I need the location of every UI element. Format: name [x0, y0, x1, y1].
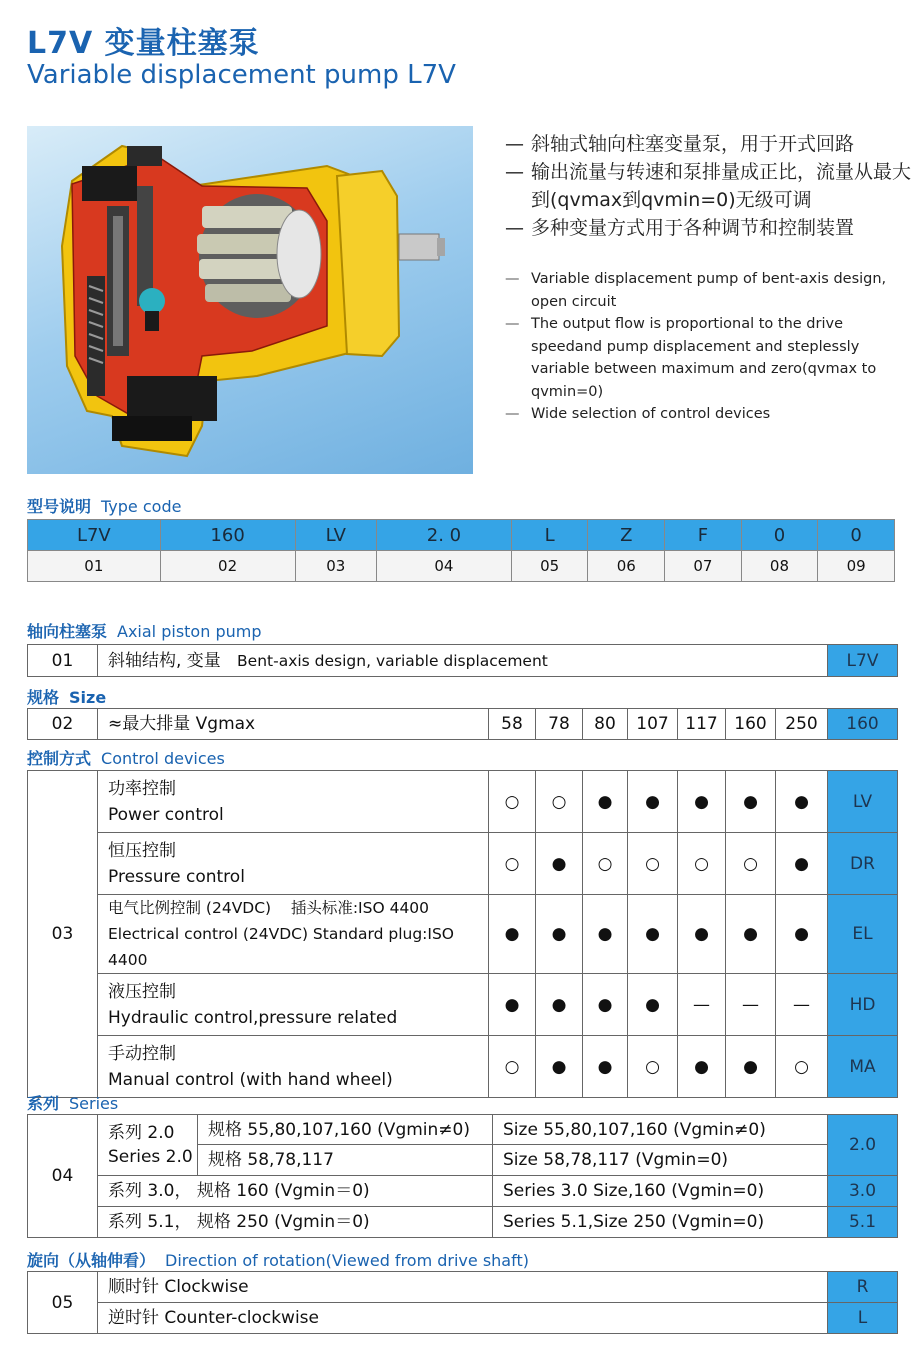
feature-cn-2: — 输出流量与转速和泵排量成正比，流量从最大到(qvmax到qvmin=0)无级可调 [505, 158, 915, 214]
control-code: EL [828, 895, 898, 974]
tc-position: 09 [818, 551, 895, 582]
size-col: 80 [583, 709, 628, 740]
tc-value: 0 [818, 520, 895, 551]
control-en: Pressure control [108, 866, 245, 887]
mark: ○ [489, 1036, 536, 1098]
mark: ○ [489, 771, 536, 833]
size-heading-en: Size [69, 688, 107, 707]
size-col: 250 [776, 709, 828, 740]
control-code: HD [828, 974, 898, 1036]
tc-position: 04 [377, 551, 512, 582]
series-20-b-cn: 规格 58,78,117 [198, 1145, 493, 1176]
series-20-a-cn: 规格 55,80,107,160 (Vgmin≠0) [198, 1115, 493, 1145]
mark: ● [583, 974, 628, 1036]
tc-position: 02 [160, 551, 295, 582]
mark: ● [489, 974, 536, 1036]
mark: ○ [583, 833, 628, 895]
control-row-el [98, 895, 489, 974]
series-51-en: Series 5.1,Size 250 (Vgmin=0) [493, 1207, 828, 1238]
size-table [27, 708, 898, 740]
mark: ● [726, 895, 776, 974]
size-col: 78 [536, 709, 583, 740]
mark: ● [628, 895, 678, 974]
control-table [27, 770, 898, 1098]
feature-cn-3: — 多种变量方式用于各种调节和控制装置 [505, 214, 915, 242]
rotation-heading-cn: 旋向（从轴伸看） [27, 1251, 156, 1270]
control-heading [27, 746, 225, 769]
control-heading-cn: 控制方式 [27, 749, 92, 768]
series-20-b-en: Size 58,78,117 (Vgmin=0) [493, 1145, 828, 1176]
series-heading [27, 1091, 118, 1114]
tc-position: 03 [295, 551, 377, 582]
mark: ● [536, 895, 583, 974]
mark: ○ [776, 1036, 828, 1098]
feature-en-2: — The output flow is proportional to the drive speedand pump displacement and steplessly variable between maximum and zero(qvmax to qvmin=0) [505, 313, 915, 403]
size-heading [27, 685, 106, 708]
control-en: Electrical control (24VDC) Standard plug:ISO 4400 [108, 925, 455, 969]
control-cn: 手动控制 [108, 1043, 176, 1064]
series-20-en: Series 2.0 [108, 1147, 193, 1167]
size-col: 58 [489, 709, 536, 740]
series-20-cn: 系列 2.0 [108, 1123, 175, 1143]
tc-value: LV [295, 520, 377, 551]
rotation-heading [27, 1248, 529, 1271]
mark: — [776, 974, 828, 1036]
tc-position: 07 [665, 551, 742, 582]
tc-value: Z [588, 520, 665, 551]
control-num: 03 [28, 771, 98, 1098]
feature-list [505, 130, 915, 426]
tc-value: L [511, 520, 588, 551]
type-code-heading-en: Type code [101, 497, 182, 516]
series-20-a-en: Size 55,80,107,160 (Vgmin≠0) [493, 1115, 828, 1145]
rotation-num: 05 [28, 1272, 98, 1334]
feature-en-3: — Wide selection of control devices [505, 403, 915, 426]
mark: ● [536, 1036, 583, 1098]
control-code: LV [828, 771, 898, 833]
tc-value: 2. 0 [377, 520, 512, 551]
mark: ○ [489, 833, 536, 895]
rotation-heading-en: Direction of rotation(Viewed from drive shaft) [165, 1251, 529, 1270]
feature-cn-1: — 斜轴式轴向柱塞变量泵，用于开式回路 [505, 130, 915, 158]
mark: ● [678, 1036, 726, 1098]
control-cn: 功率控制 [108, 778, 176, 799]
control-cn-plug: 插头标准:ISO 4400 [290, 899, 430, 917]
series-num: 04 [28, 1115, 98, 1238]
mark: ○ [726, 833, 776, 895]
feature-en-1: — Variable displacement pump of bent-axis design, open circuit [505, 268, 915, 313]
tc-position: 05 [511, 551, 588, 582]
series-heading-en: Series [69, 1094, 119, 1113]
pump-illustration [27, 126, 473, 474]
control-cn: 恒压控制 [108, 840, 176, 861]
page-title-cn: L7V 变量柱塞泵 [27, 26, 260, 61]
series-table [27, 1114, 898, 1238]
pump-cutaway-image [27, 126, 473, 474]
mark: ● [628, 771, 678, 833]
page-title-en: Variable displacement pump L7V [27, 60, 456, 90]
mark: ● [726, 771, 776, 833]
series-30-cn: 系列 3.0， 规格 160 (Vgmin＝0) [98, 1176, 493, 1207]
control-cn: 电气比例控制 (24VDC) [108, 899, 272, 917]
series-heading-cn: 系列 [27, 1094, 60, 1113]
size-code: 160 [828, 709, 898, 740]
axial-table [27, 644, 898, 677]
axial-num: 01 [28, 645, 98, 677]
control-row-ma [98, 1036, 489, 1098]
axial-heading-en: Axial piston pump [117, 622, 262, 641]
mark: ○ [536, 771, 583, 833]
control-cn: 液压控制 [108, 981, 176, 1002]
mark: ● [678, 771, 726, 833]
mark: ● [776, 895, 828, 974]
size-desc: ≈最大排量 Vgmax [98, 709, 489, 740]
type-code-table [27, 519, 895, 582]
series-30-en: Series 3.0 Size,160 (Vgmin=0) [493, 1176, 828, 1207]
series-51-cn: 系列 5.1， 规格 250 (Vgmin＝0) [98, 1207, 493, 1238]
series-20-label [98, 1115, 198, 1176]
series-20-code: 2.0 [828, 1115, 898, 1176]
size-heading-cn: 规格 [27, 688, 60, 707]
size-num: 02 [28, 709, 98, 740]
tc-position: 08 [741, 551, 818, 582]
mark: ○ [628, 833, 678, 895]
mark: ● [583, 895, 628, 974]
axial-code: L7V [828, 645, 898, 677]
tc-value: 0 [741, 520, 818, 551]
control-code: MA [828, 1036, 898, 1098]
rotation-ccw: 逆时针 Counter-clockwise [98, 1303, 828, 1334]
type-code-heading-cn: 型号说明 [27, 497, 92, 516]
tc-value: 160 [160, 520, 295, 551]
mark: ● [489, 895, 536, 974]
mark: ○ [678, 833, 726, 895]
control-en: Hydraulic control,pressure related [108, 1007, 398, 1028]
size-col: 107 [628, 709, 678, 740]
axial-desc [98, 645, 828, 677]
control-row-lv [98, 771, 489, 833]
type-code-heading [27, 494, 181, 517]
tc-value: F [665, 520, 742, 551]
axial-heading [27, 619, 261, 642]
rotation-ccw-code: L [828, 1303, 898, 1334]
series-51-code: 5.1 [828, 1207, 898, 1238]
size-col: 160 [726, 709, 776, 740]
mark: ○ [628, 1036, 678, 1098]
mark: — [678, 974, 726, 1036]
size-col: 117 [678, 709, 726, 740]
mark: — [726, 974, 776, 1036]
rotation-cw-code: R [828, 1272, 898, 1303]
mark: ● [536, 974, 583, 1036]
control-code: DR [828, 833, 898, 895]
axial-heading-cn: 轴向柱塞泵 [27, 622, 108, 641]
mark: ● [628, 974, 678, 1036]
mark: ● [583, 1036, 628, 1098]
control-heading-en: Control devices [101, 749, 225, 768]
tc-position: 01 [28, 551, 161, 582]
mark: ● [583, 771, 628, 833]
mark: ● [678, 895, 726, 974]
tc-value: L7V [28, 520, 161, 551]
mark: ● [536, 833, 583, 895]
control-en: Power control [108, 804, 224, 825]
rotation-table [27, 1271, 898, 1334]
control-row-hd [98, 974, 489, 1036]
mark: ● [726, 1036, 776, 1098]
control-row-dr [98, 833, 489, 895]
rotation-cw: 顺时针 Clockwise [98, 1272, 828, 1303]
tc-position: 06 [588, 551, 665, 582]
axial-desc-cn: 斜轴结构, 变量 [108, 650, 221, 671]
mark: ● [776, 771, 828, 833]
axial-desc-en: Bent-axis design, variable displacement [237, 651, 548, 670]
series-30-code: 3.0 [828, 1176, 898, 1207]
mark: ● [776, 833, 828, 895]
control-en: Manual control (with hand wheel) [108, 1069, 393, 1090]
